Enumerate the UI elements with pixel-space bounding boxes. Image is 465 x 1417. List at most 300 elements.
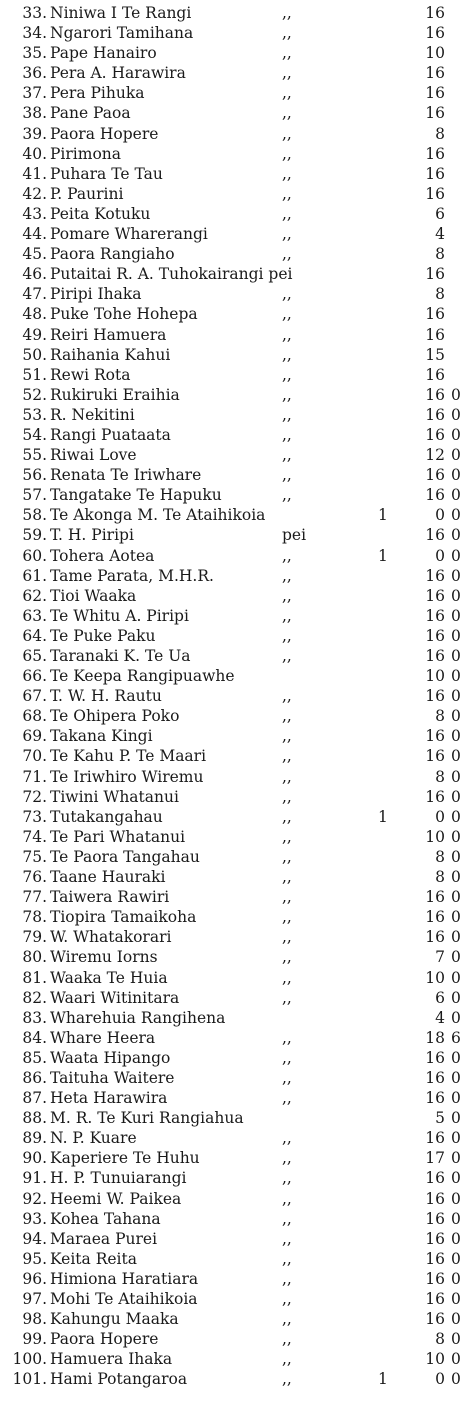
contributor-name: H. P. Tunuiarangi <box>50 1169 187 1188</box>
amount-shillings: 16 <box>425 747 445 766</box>
amount-shillings: 16 <box>425 1068 445 1087</box>
contributor-name: Heemi W. Paikea <box>50 1189 182 1208</box>
ditto-mark: ,, <box>282 345 292 364</box>
contributor-name: Te Paora Tangahau <box>50 847 200 866</box>
amount-pence: 0 <box>451 727 461 746</box>
amount-pence: 0 <box>451 526 461 545</box>
contributor-name: T. W. H. Rautu <box>50 687 162 706</box>
entry-number: 66. <box>22 667 47 686</box>
contributor-name: P. Paurini <box>50 184 124 203</box>
contributor-name: Tame Parata, M.H.R. <box>50 566 214 585</box>
ditto-mark: ,, <box>282 1350 292 1369</box>
amount-pence: 0 <box>451 626 461 645</box>
contributor-name: Pera A. Harawira <box>50 64 186 83</box>
amount-shillings: 5 <box>435 1109 445 1128</box>
entry-number: 39. <box>22 124 47 143</box>
amount-shillings: 0 <box>435 1370 445 1389</box>
amount-pence: 0 <box>451 425 461 444</box>
entry-number: 67. <box>22 687 47 706</box>
amount-pounds: 1 <box>378 807 388 826</box>
list-item <box>0 385 465 405</box>
entry-number: 64. <box>22 626 47 645</box>
contributor-name: Tioi Waaka <box>50 586 137 605</box>
ditto-mark: ,, <box>282 84 292 103</box>
ditto-mark: ,, <box>282 546 292 565</box>
amount-pence: 0 <box>451 888 461 907</box>
list-item <box>0 485 465 505</box>
list-item <box>0 144 465 164</box>
list-item <box>0 264 465 284</box>
list-item <box>0 1008 465 1028</box>
entry-number: 42. <box>22 184 47 203</box>
amount-shillings: 4 <box>435 1008 445 1027</box>
ditto-mark: ,, <box>282 827 292 846</box>
entry-number: 45. <box>22 245 47 264</box>
list-item <box>0 867 465 887</box>
amount-shillings: 16 <box>425 184 445 203</box>
ditto-mark: ,, <box>282 164 292 183</box>
contributor-name: Kohea Tahana <box>50 1209 161 1228</box>
entry-number: 80. <box>22 948 47 967</box>
entry-number: 40. <box>22 144 47 163</box>
entry-number: 62. <box>22 586 47 605</box>
list-item <box>0 445 465 465</box>
ditto-mark: ,, <box>282 225 292 244</box>
entry-number: 74. <box>22 827 47 846</box>
amount-pence: 0 <box>451 586 461 605</box>
ditto-mark: ,, <box>282 1229 292 1248</box>
entry-number: 48. <box>22 305 47 324</box>
contributor-name: Himiona Haratiara <box>50 1269 199 1288</box>
entry-number: 72. <box>22 787 47 806</box>
list-item <box>0 1048 465 1068</box>
amount-pence: 0 <box>451 1169 461 1188</box>
list-item <box>0 325 465 345</box>
amount-shillings: 10 <box>425 667 445 686</box>
entry-number: 34. <box>22 24 47 43</box>
list-item <box>0 847 465 867</box>
contributor-name: Pane Paoa <box>50 104 131 123</box>
amount-shillings: 16 <box>425 64 445 83</box>
list-item <box>0 3 465 23</box>
ditto-mark: ,, <box>282 687 292 706</box>
entry-number: 53. <box>22 405 47 424</box>
ditto-mark: ,, <box>282 1189 292 1208</box>
entry-number: 86. <box>22 1068 47 1087</box>
list-item <box>0 606 465 626</box>
contributor-name: Taituha Waitere <box>50 1068 175 1087</box>
amount-pence: 0 <box>451 385 461 404</box>
entry-number: 75. <box>22 847 47 866</box>
contributor-name: W. Whatakorari <box>50 928 172 947</box>
list-item <box>0 546 465 566</box>
ditto-mark: ,, <box>282 647 292 665</box>
list-item <box>0 1028 465 1048</box>
ditto-mark: ,, <box>282 425 292 444</box>
contributor-name: Tiopira Tamaikoha <box>50 908 197 927</box>
contributor-name: Paora Hopere <box>50 1330 159 1349</box>
list-item <box>0 1209 465 1229</box>
amount-pence: 0 <box>451 1129 461 1148</box>
list-item <box>0 1189 465 1209</box>
contributor-name: Kahungu Maaka <box>50 1310 179 1329</box>
list-item <box>0 726 465 746</box>
list-item <box>0 807 465 827</box>
amount-shillings: 16 <box>425 1209 445 1228</box>
ditto-mark: ,, <box>282 4 292 22</box>
amount-shillings: 16 <box>425 385 445 404</box>
amount-shillings: 16 <box>425 144 445 163</box>
ditto-mark: ,, <box>282 968 292 987</box>
amount-pence: 0 <box>451 1089 461 1108</box>
entry-number: 69. <box>22 727 47 746</box>
amount-pence: 0 <box>451 506 461 525</box>
amount-pence: 0 <box>451 868 461 887</box>
amount-pence: 0 <box>451 928 461 947</box>
contributor-name: Rukiruki Eraihia <box>50 385 180 404</box>
ditto-mark: ,, <box>282 285 292 304</box>
entry-number: 92. <box>22 1189 47 1208</box>
ditto-mark: ,, <box>282 707 292 726</box>
ditto-mark: ,, <box>282 1290 292 1308</box>
amount-pence: 0 <box>451 827 461 846</box>
amount-pence: 0 <box>451 667 461 686</box>
contributor-name: Reiri Hamuera <box>50 325 167 344</box>
amount-shillings: 16 <box>425 425 445 444</box>
list-item <box>0 164 465 184</box>
ditto-mark: ,, <box>282 928 292 947</box>
ditto-mark: ,, <box>282 1249 292 1268</box>
contributor-name: Mohi Te Ataihikoia <box>50 1290 198 1308</box>
contributor-name: Heta Harawira <box>50 1089 168 1108</box>
ditto-mark: ,, <box>282 405 292 424</box>
contributor-name: Raihania Kahui <box>50 345 171 364</box>
contributor-name: Ngarori Tamihana <box>50 24 194 43</box>
amount-shillings: 16 <box>425 486 445 505</box>
amount-pence: 0 <box>451 1350 461 1369</box>
contributor-name: Piripi Ihaka <box>50 285 142 304</box>
contributor-name: Te Kahu P. Te Maari <box>50 747 207 766</box>
amount-shillings: 16 <box>425 888 445 907</box>
entry-number: 71. <box>22 767 47 786</box>
amount-pence: 0 <box>451 1149 461 1168</box>
ditto-mark: ,, <box>282 446 292 465</box>
amount-pence: 0 <box>451 968 461 987</box>
ditto-mark: ,, <box>282 1209 292 1228</box>
entry-number: 60. <box>22 546 47 565</box>
entry-number: 85. <box>22 1048 47 1067</box>
entry-number: 61. <box>22 566 47 585</box>
contributor-name: Pera Pihuka <box>50 84 145 103</box>
contributor-name: R. Nekitini <box>50 405 135 424</box>
ditto-mark: ,, <box>282 1330 292 1349</box>
contributor-name: Takana Kingi <box>50 727 153 746</box>
amount-shillings: 16 <box>425 586 445 605</box>
ditto-mark: ,, <box>282 1269 292 1288</box>
entry-number: 54. <box>22 425 47 444</box>
entry-number: 90. <box>22 1149 47 1168</box>
list-item <box>0 1229 465 1249</box>
amount-shillings: 8 <box>435 1330 445 1349</box>
contributor-name: Tutakangahau <box>50 807 163 826</box>
amount-pence: 0 <box>451 466 461 485</box>
subscription-list <box>0 3 465 1389</box>
amount-pence: 0 <box>451 1209 461 1228</box>
list-item <box>0 988 465 1008</box>
amount-shillings: 16 <box>425 1048 445 1067</box>
list-item <box>0 686 465 706</box>
list-item <box>0 63 465 83</box>
contributor-name: Taranaki K. Te Ua <box>50 647 191 665</box>
contributor-name: Waaka Te Huia <box>50 968 168 987</box>
contributor-name: Waari Witinitara <box>50 988 180 1007</box>
contributor-name: Paora Hopere <box>50 124 159 143</box>
ditto-mark: ,, <box>282 948 292 967</box>
list-item <box>0 1349 465 1369</box>
contributor-name: Tangatake Te Hapuku <box>50 486 222 505</box>
amount-pence: 0 <box>451 807 461 826</box>
amount-pence: 0 <box>451 1249 461 1268</box>
entry-number: 52. <box>22 385 47 404</box>
ditto-mark: ,, <box>282 767 292 786</box>
entry-number: 98. <box>22 1310 47 1329</box>
amount-pence: 0 <box>451 1048 461 1067</box>
amount-pence: 0 <box>451 1109 461 1128</box>
amount-shillings: 16 <box>425 265 445 284</box>
amount-shillings: 16 <box>425 647 445 665</box>
amount-shillings: 16 <box>425 1089 445 1108</box>
contributor-name: Hamuera Ihaka <box>50 1350 173 1369</box>
amount-shillings: 17 <box>425 1149 445 1168</box>
amount-shillings: 16 <box>425 104 445 123</box>
contributor-name: Renata Te Iriwhare <box>50 466 202 485</box>
amount-pence: 0 <box>451 787 461 806</box>
amount-pence: 0 <box>451 1068 461 1087</box>
ditto-mark: ,, <box>282 44 292 63</box>
ditto-mark: ,, <box>282 385 292 404</box>
ditto-mark: ,, <box>282 365 292 384</box>
list-item <box>0 103 465 123</box>
contributor-name: Wharehuia Rangihena <box>50 1008 226 1027</box>
list-item <box>0 1329 465 1349</box>
list-item <box>0 345 465 365</box>
contributor-name: Paora Rangiaho <box>50 245 175 264</box>
entry-number: 78. <box>22 908 47 927</box>
list-item <box>0 1289 465 1309</box>
amount-shillings: 16 <box>425 24 445 43</box>
entry-number: 91. <box>22 1169 47 1188</box>
amount-shillings: 16 <box>425 606 445 625</box>
ditto-mark: ,, <box>282 325 292 344</box>
contributor-name: Te Iriwhiro Wiremu <box>50 767 204 786</box>
contributor-name: Peita Kotuku <box>50 204 151 223</box>
list-item <box>0 43 465 63</box>
list-item <box>0 184 465 204</box>
contributor-name: Putaitai R. A. Tuhokairangi pei <box>50 265 293 284</box>
entry-number: 94. <box>22 1229 47 1248</box>
list-item <box>0 23 465 43</box>
amount-pence: 0 <box>451 847 461 866</box>
amount-pence: 0 <box>451 988 461 1007</box>
contributor-name: Wiremu Iorns <box>50 948 158 967</box>
list-item <box>0 365 465 385</box>
ditto-mark: ,, <box>282 1048 292 1067</box>
amount-shillings: 8 <box>435 245 445 264</box>
contributor-name: Te Ohipera Poko <box>50 707 180 726</box>
entry-number: 49. <box>22 325 47 344</box>
list-item <box>0 566 465 586</box>
amount-pence: 0 <box>451 1370 461 1389</box>
amount-pence: 0 <box>451 1330 461 1349</box>
amount-shillings: 16 <box>425 1189 445 1208</box>
amount-pence: 0 <box>451 486 461 505</box>
ditto-mark: ,, <box>282 747 292 766</box>
list-item <box>0 124 465 144</box>
contributor-name: Taiwera Rawiri <box>50 888 170 907</box>
amount-shillings: 16 <box>425 1269 445 1288</box>
entry-number: 43. <box>22 204 47 223</box>
amount-shillings: 12 <box>425 446 445 465</box>
entry-number: 38. <box>22 104 47 123</box>
contributor-name: Waata Hipango <box>50 1048 171 1067</box>
entry-number: 88. <box>22 1109 47 1128</box>
contributor-name: Niniwa I Te Rangi <box>50 4 192 22</box>
amount-shillings: 8 <box>435 124 445 143</box>
ditto-mark: ,, <box>282 305 292 324</box>
amount-shillings: 16 <box>425 1249 445 1268</box>
list-item <box>0 746 465 766</box>
entry-number: 47. <box>22 285 47 304</box>
amount-pence: 0 <box>451 908 461 927</box>
amount-shillings: 16 <box>425 1310 445 1329</box>
entry-number: 73. <box>22 807 47 826</box>
entry-number: 96. <box>22 1269 47 1288</box>
amount-shillings: 8 <box>435 847 445 866</box>
amount-pence: 6 <box>451 1028 461 1047</box>
ditto-mark: ,, <box>282 1310 292 1329</box>
ditto-mark: ,, <box>282 466 292 485</box>
contributor-name: Te Keepa Rangipuawhe <box>50 667 235 686</box>
ditto-mark: ,, <box>282 727 292 746</box>
entry-number: 99. <box>22 1330 47 1349</box>
amount-shillings: 4 <box>435 225 445 244</box>
list-item <box>0 1269 465 1289</box>
amount-pounds: 1 <box>378 546 388 565</box>
entry-number: 58. <box>22 506 47 525</box>
amount-pence: 0 <box>451 948 461 967</box>
contributor-name: Te Puke Paku <box>50 626 156 645</box>
entry-number: 70. <box>22 747 47 766</box>
entry-number: 65. <box>22 647 47 665</box>
entry-number: 44. <box>22 225 47 244</box>
ditto-mark: ,, <box>282 486 292 505</box>
entry-number: 46. <box>22 265 47 284</box>
ditto-mark: ,, <box>282 606 292 625</box>
amount-pounds: 1 <box>378 506 388 525</box>
amount-pence: 0 <box>451 1290 461 1308</box>
amount-shillings: 0 <box>435 807 445 826</box>
list-item <box>0 244 465 264</box>
contributor-name: Pirimona <box>50 144 122 163</box>
entry-number: 68. <box>22 707 47 726</box>
entry-number: 84. <box>22 1028 47 1047</box>
ditto-mark: ,, <box>282 988 292 1007</box>
list-item <box>0 706 465 726</box>
list-item <box>0 465 465 485</box>
entry-number: 33. <box>22 4 47 22</box>
list-item <box>0 1369 465 1389</box>
ditto-mark: ,, <box>282 1028 292 1047</box>
amount-shillings: 16 <box>425 928 445 947</box>
amount-shillings: 16 <box>425 1169 445 1188</box>
amount-shillings: 16 <box>425 566 445 585</box>
amount-shillings: 8 <box>435 285 445 304</box>
ditto-mark: ,, <box>282 566 292 585</box>
amount-pence: 0 <box>451 1310 461 1329</box>
list-item <box>0 425 465 445</box>
entry-number: 101. <box>12 1370 47 1389</box>
ditto-mark: ,, <box>282 626 292 645</box>
entry-number: 37. <box>22 84 47 103</box>
ditto-mark: ,, <box>282 787 292 806</box>
list-item <box>0 1068 465 1088</box>
amount-shillings: 8 <box>435 767 445 786</box>
entry-number: 55. <box>22 446 47 465</box>
amount-shillings: 16 <box>425 727 445 746</box>
amount-pence: 0 <box>451 687 461 706</box>
contributor-name: Kaperiere Te Huhu <box>50 1149 200 1168</box>
ditto-mark: ,, <box>282 1089 292 1108</box>
amount-shillings: 16 <box>425 466 445 485</box>
ditto-mark: pei <box>282 526 307 545</box>
amount-shillings: 16 <box>425 164 445 183</box>
ditto-mark: ,, <box>282 1169 292 1188</box>
list-item <box>0 1249 465 1269</box>
list-item <box>0 83 465 103</box>
entry-number: 87. <box>22 1089 47 1108</box>
amount-shillings: 16 <box>425 526 445 545</box>
entry-number: 56. <box>22 466 47 485</box>
ditto-mark: ,, <box>282 1370 292 1389</box>
list-item <box>0 968 465 988</box>
amount-shillings: 8 <box>435 868 445 887</box>
entry-number: 77. <box>22 888 47 907</box>
amount-pence: 0 <box>451 606 461 625</box>
contributor-name: Whare Heera <box>50 1028 156 1047</box>
list-item <box>0 1168 465 1188</box>
amount-pence: 0 <box>451 566 461 585</box>
ditto-mark: ,, <box>282 124 292 143</box>
amount-pence: 0 <box>451 405 461 424</box>
list-item <box>0 907 465 927</box>
list-item <box>0 525 465 545</box>
list-item <box>0 224 465 244</box>
contributor-name: Keita Reita <box>50 1249 137 1268</box>
amount-shillings: 16 <box>425 908 445 927</box>
amount-shillings: 16 <box>425 1290 445 1308</box>
amount-pence: 0 <box>451 647 461 665</box>
amount-shillings: 16 <box>425 1129 445 1148</box>
list-item <box>0 405 465 425</box>
list-item <box>0 505 465 525</box>
list-item <box>0 927 465 947</box>
list-item <box>0 947 465 967</box>
list-item <box>0 887 465 907</box>
list-item <box>0 787 465 807</box>
amount-shillings: 10 <box>425 968 445 987</box>
amount-shillings: 16 <box>425 305 445 324</box>
entry-number: 57. <box>22 486 47 505</box>
